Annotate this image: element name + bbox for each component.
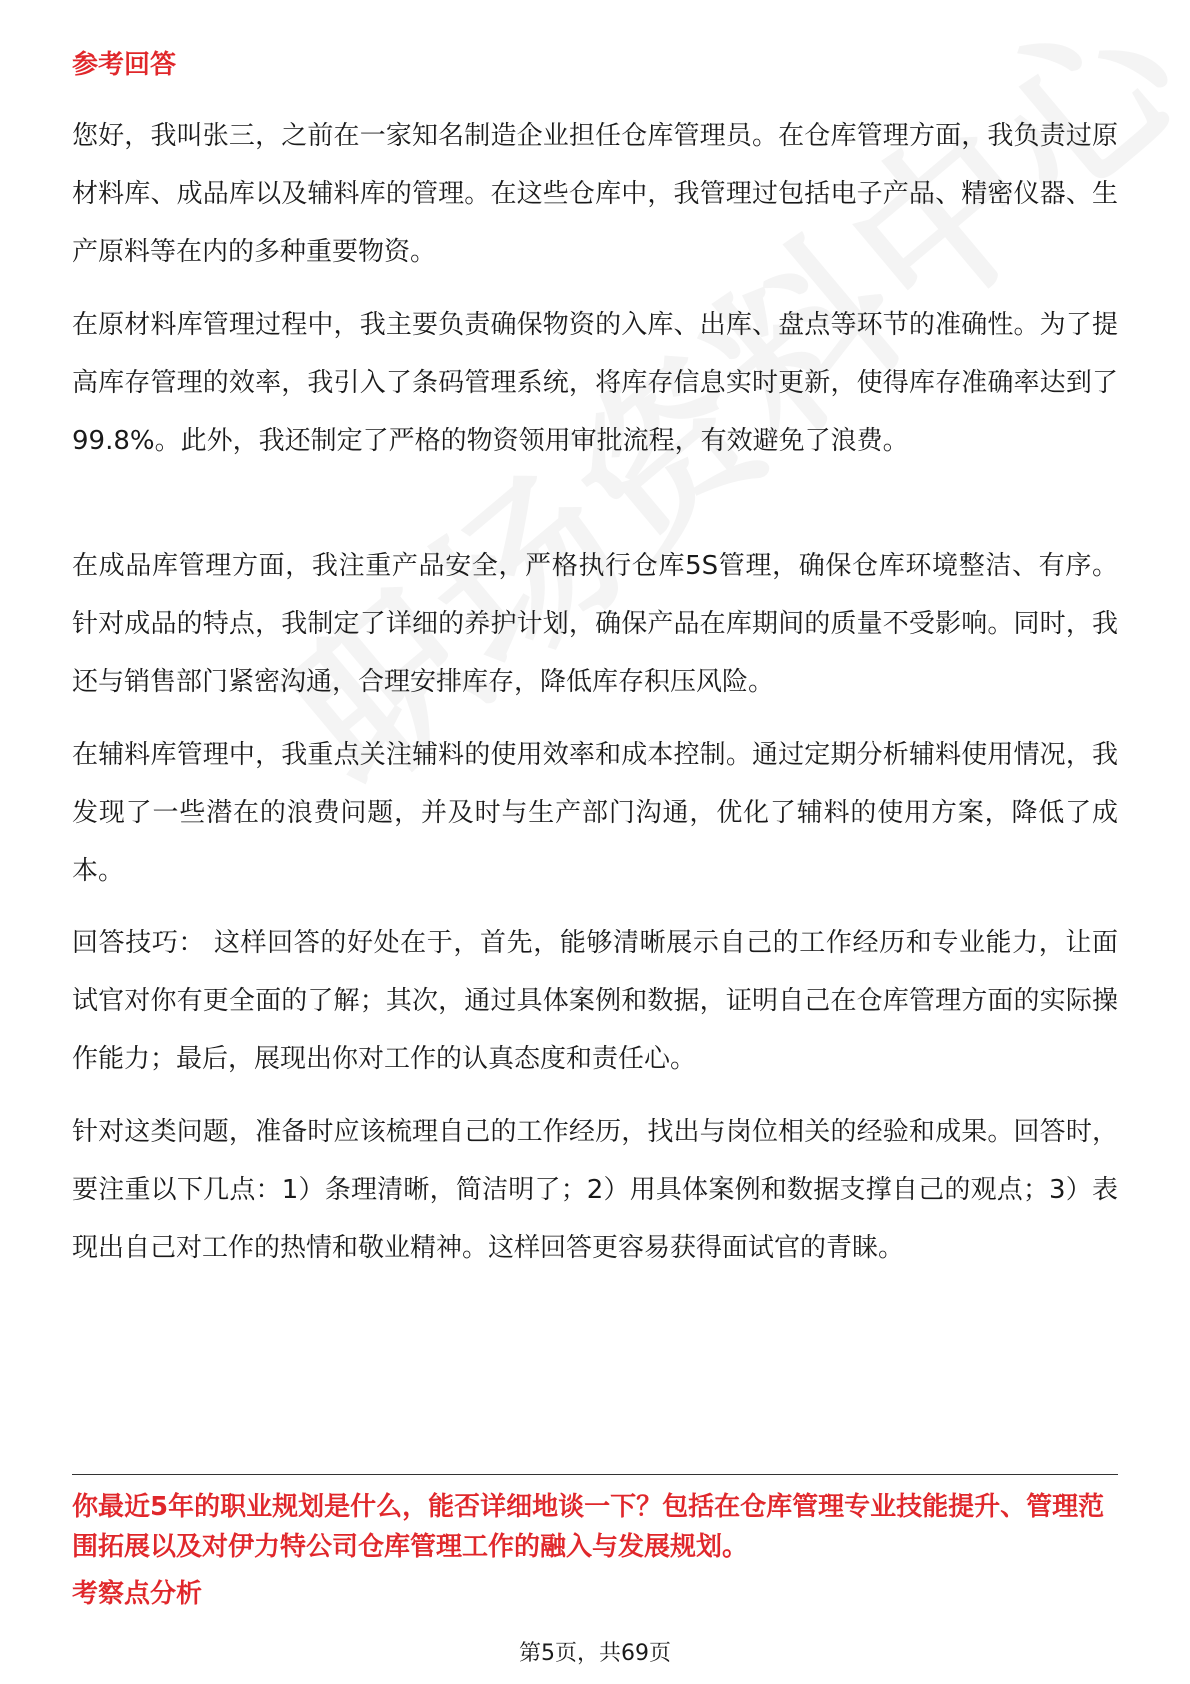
section-divider <box>72 1474 1118 1475</box>
paragraph-answer-tips: 回答技巧： 这样回答的好处在于，首先，能够清晰展示自己的工作经历和专业能力，让面试官对你有更全面的了解；其次，通过具体案例和数据，证明自己在仓库管理方面的实际操作能力；最后，展现出你对工作的认真态度和责任心。 <box>72 928 1118 1074</box>
paragraph-auxiliary: 在辅料库管理中，我重点关注辅料的使用效率和成本控制。通过定期分析辅料使用情况，我发现了一些潜在的浪费问题，并及时与生产部门沟通，优化了辅料的使用方案，降低了成本。 <box>72 740 1118 886</box>
analysis-heading: 考察点分析 <box>72 1579 203 1609</box>
page-number: 第5页，共69页 <box>519 1641 671 1666</box>
paragraph-intro: 您好，我叫张三，之前在一家知名制造企业担任仓库管理员。在仓库管理方面，我负责过原材料库、成品库以及辅料库的管理。在这些仓库中，我管理过包括电子产品、精密仪器、生产原料等在内的多种重要物资。 <box>72 121 1118 267</box>
next-question: 你最近5年的职业规划是什么，能否详细地谈一下？包括在仓库管理专业技能提升、管理范围拓展以及对伊力特公司仓库管理工作的融入与发展规划。 <box>72 1492 1105 1562</box>
paragraph-finished-goods: 在成品库管理方面，我注重产品安全，严格执行仓库5S管理，确保仓库环境整洁、有序。针对成品的特点，我制定了详细的养护计划，确保产品在库期间的质量不受影响。同时，我还与销售部门紧密沟通，合理安排库存，降低库存积压风险。 <box>72 551 1118 697</box>
document-page <box>72 0 1118 1684</box>
paragraph-raw-materials: 在原材料库管理过程中，我主要负责确保物资的入库、出库、盘点等环节的准确性。为了提高库存管理的效率，我引入了条码管理系统，将库存信息实时更新，使得库存准确率达到了99.8%。此外，我还制定了严格的物资领用审批流程，有效避免了浪费。 <box>72 310 1118 456</box>
paragraph-preparation-advice: 针对这类问题，准备时应该梳理自己的工作经历，找出与岗位相关的经验和成果。回答时，要注重以下几点：1）条理清晰，简洁明了；2）用具体案例和数据支撑自己的观点；3）表现出自己对工作的热情和敬业精神。这样回答更容易获得面试官的青睐。 <box>72 1117 1118 1263</box>
answer-heading: 参考回答 <box>72 50 177 80</box>
